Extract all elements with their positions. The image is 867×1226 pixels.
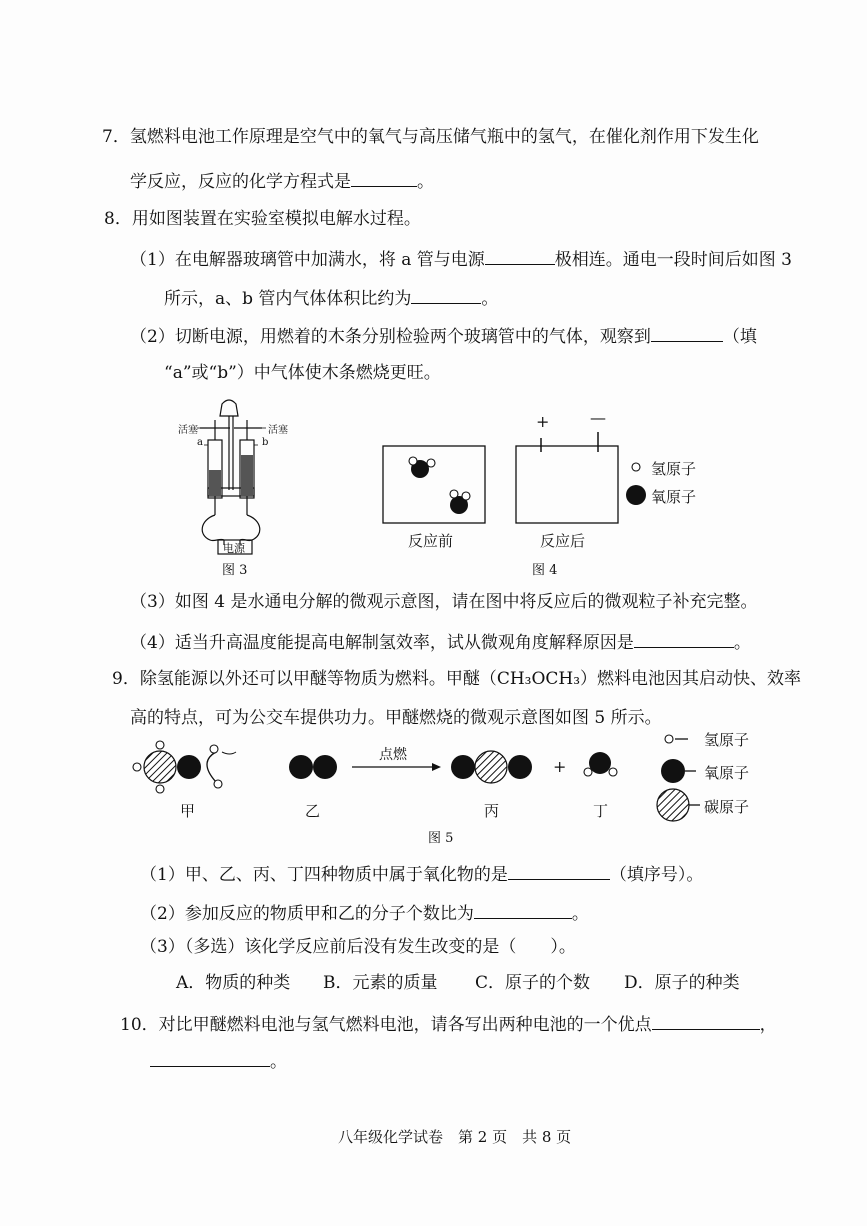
fig3-caption: 图 3 [222,563,248,578]
q10-blank2[interactable] [150,1050,270,1067]
q9-option-a[interactable]: A．物质的种类 [176,973,291,993]
q9-part3: （3）（多选）该化学反应前后没有发生改变的是（ ）。 [140,937,576,957]
molecule-jia [133,741,236,793]
fig5-label-jia: 甲 [180,802,196,820]
q9-p2-text: （2）参加反应的物质甲和乙的分子个数比为 [140,904,474,924]
legend5-hydrogen-icon [665,735,673,743]
fig5-legend-hydrogen: 氢原子 [704,731,750,749]
fig4-plus: + [536,412,550,431]
fig4-legend-hydrogen: 氢原子 [651,460,697,478]
fig4-before-label: 反应前 [408,532,454,550]
fig3-power-label: 电源 [223,542,245,555]
q7-line1: 7．氢燃料电池工作原理是空气中的氧气与高压储气瓶中的氢气，在催化剂作用下发生化 [102,127,759,147]
q8-p1-text2: 极相连。通电一段时间后如图 3 [554,250,792,270]
q10-end: 。 [270,1052,287,1072]
molecule-ding [584,752,617,776]
q9-p2-end: 。 [571,904,589,924]
q9-p1-text2: （填序号）。 [609,865,704,885]
q8-p4-end: 。 [733,633,751,653]
q8-p1-text: （1）在电解器玻璃管中加满水，将 a 管与电源 [130,250,485,270]
legend5-oxygen-icon [661,759,685,783]
fig5-arrow-label: 点燃 [379,747,407,763]
fig5-plus: + [553,757,567,776]
fig5-label-ding: 丁 [593,802,609,820]
q9-option-d[interactable]: D．原子的种类 [624,973,740,993]
molecule-yi [289,755,337,779]
fig3-stopcock-right-label: 活塞 [268,425,288,436]
q8-stem: 8．用如图装置在实验室模拟电解水过程。 [104,209,421,229]
q9-line2: 高的特点，可为公交车提供功力。甲醚燃烧的微观示意图如图 5 所示。 [130,708,662,728]
fig4-minus: — [590,408,606,427]
fig4-legend-oxygen: 氧原子 [651,488,697,506]
fig5-caption: 图 5 [428,831,454,846]
q8-p4-text: （4）适当升高温度能提高电解制氢效率，试从微观角度解释原因是 [130,633,634,653]
q9-option-c[interactable]: C．原子的个数 [475,973,591,993]
q7-text: 学反应，反应的化学方程式是 [130,172,351,192]
q10-blank1[interactable] [652,1013,760,1030]
q9-p1-text: （1）甲、乙、丙、丁四种物质中属于氧化物的是 [140,865,508,885]
fig4-after-label: 反应后 [540,532,586,550]
fig3-stopcock-left-label: 活塞 [178,425,198,436]
q9-part1 [140,863,703,885]
q10-text: 10．对比甲醚燃料电池与氢气燃料电池，请各写出两种电池的一个优点 [120,1015,652,1035]
q9-part2 [140,902,589,924]
fig3-label-b: b [262,437,269,448]
q9-p2-blank[interactable] [474,902,572,919]
fig5-label-bing: 丙 [484,802,500,820]
q8-p1-end: 。 [481,289,499,309]
molecule-bing [451,751,532,783]
q7-end: 。 [417,172,434,192]
page-footer: 八年级化学试卷 第 2 页 共 8 页 [338,1128,572,1146]
q8-part2-line2: “a”或“b”）中气体使木条燃烧更旺。 [164,363,441,383]
q8-p2-text: （2）切断电源，用燃着的木条分别检验两个玻璃管中的气体，观察到 [130,327,651,347]
fig5-legend-oxygen: 氧原子 [704,764,750,782]
arrow-head [432,763,441,771]
fig5-legend-carbon: 碳原子 [704,798,750,816]
q8-p1-text3: 所示，a、b 管内气体体积比约为 [164,289,412,309]
q8-part3: （3）如图 4 是水通电分解的微观示意图，请在图中将反应后的微观粒子补充完整。 [130,592,758,612]
fig3-label-a: a [197,437,203,448]
fig5-label-yi: 乙 [305,802,321,820]
q10-line2 [150,1050,287,1072]
q10-comma: ， [759,1015,777,1035]
q9-option-b[interactable]: B．元素的质量 [323,973,438,993]
q10-line1 [120,1013,777,1035]
q8-p2-text2: （填 [722,327,757,347]
legend5-carbon-icon [657,789,689,821]
q9-line1: 9．除氢能源以外还可以甲醚等物质为燃料。甲醚（CH₃OCH₃）燃料电池因其启动快、效率 [112,669,802,689]
q9-p1-blank[interactable] [508,863,610,880]
fig4-caption: 图 4 [532,563,558,578]
